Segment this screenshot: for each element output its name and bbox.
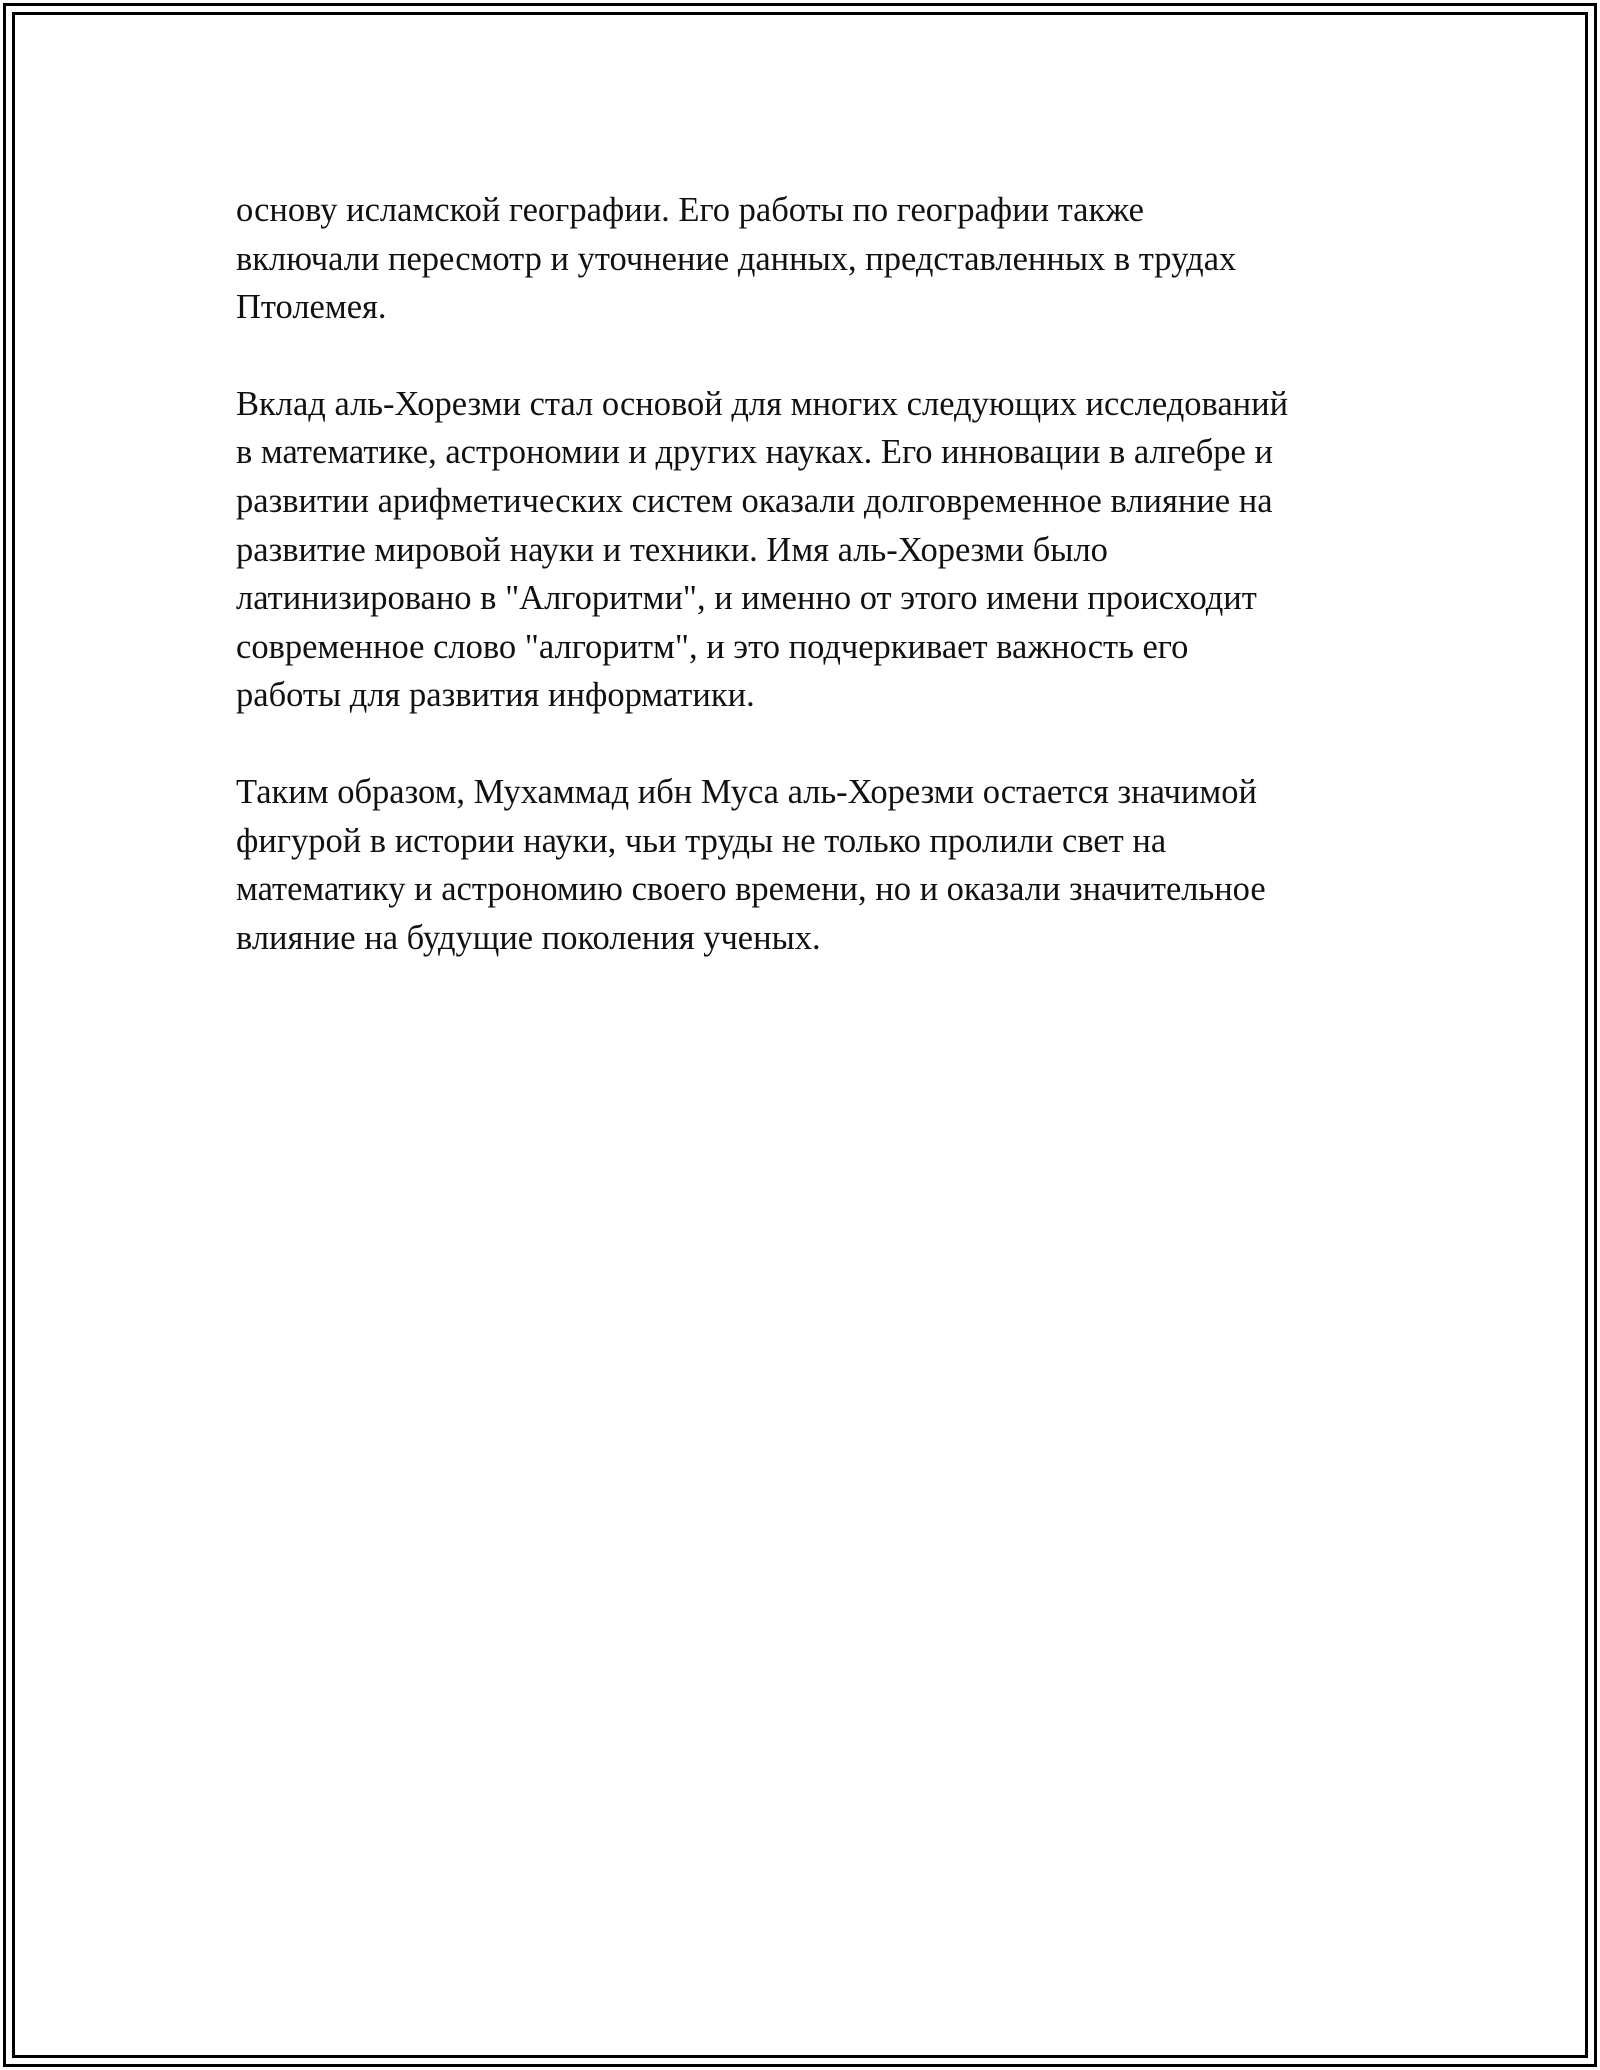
document-body [236,186,1376,1010]
paragraph-contribution: Вклад аль-Хорезми стал основой для многих следующих исследований в математике, астрономии и других науках. Его инновации в алгебре и развитии арифметических систем оказали долговременное влияние на развитие мировой науки и техники. Имя аль-Хорезми было латинизировано в "Алгоритми", и именно от этого имени происходит современное слово "алгоритм", и это подчеркивает важность его работы для развития информатики. [236,384,1289,715]
paragraph-geography: основу исламской географии. Его работы по географии также включали пересмотр и уточнение данных, представленных в трудах Птолемея. [236,191,1237,327]
paragraph-conclusion: Таким образом, Мухаммад ибн Муса аль-Хорезми остается значимой фигурой в истории науки, чьи труды не только пролили свет на математику и астрономию своего времени, но и оказали значительное влияние на будущие поколения ученых. [236,772,1266,957]
